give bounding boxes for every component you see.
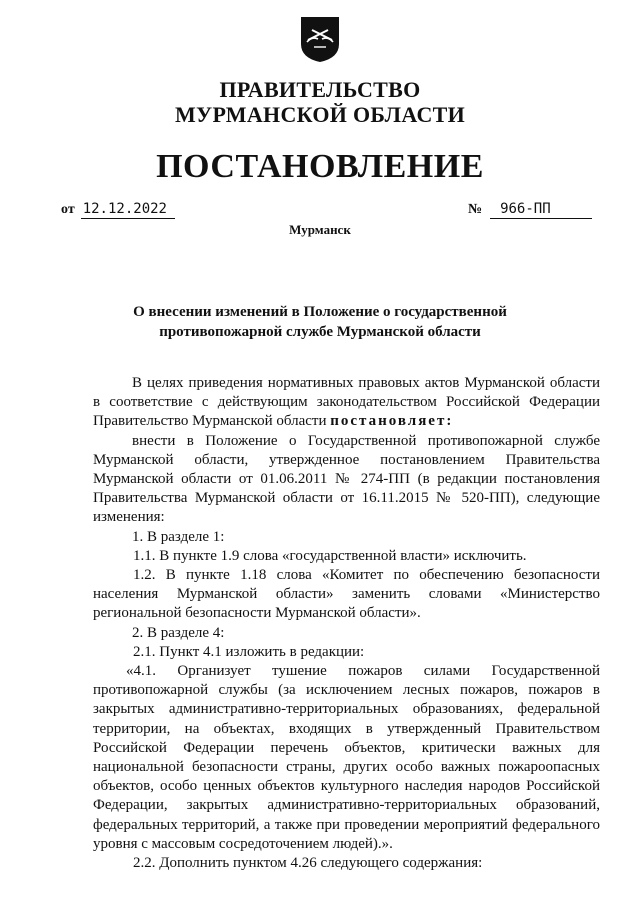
date-value: 12.12.2022 xyxy=(81,200,175,219)
document-type: ПОСТАНОВЛЕНИЕ xyxy=(156,148,484,185)
section-1: 1. В разделе 1: xyxy=(132,528,225,545)
number-field xyxy=(468,200,592,219)
document-body xyxy=(93,374,600,873)
document-title xyxy=(100,302,540,342)
intro-text: В целях приведения нормативных правовых актов Мурманской области в соответствие с действующим законодательством Российской Федерации Правительство Мурманской области xyxy=(93,375,600,430)
item-1-1: 1.1. В пункте 1.9 слова «государственной власти» исключить. xyxy=(133,547,527,564)
title-line-2: противопожарной службе Мурманской области xyxy=(159,324,481,340)
item-2-1: 2.1. Пункт 4.1 изложить в редакции: xyxy=(133,643,365,660)
resolves-keyword: постановляет: xyxy=(330,413,454,430)
date-label: от xyxy=(61,202,75,217)
item-1-2: 1.2. В пункте 1.18 слова «Комитет по обеспечению безопасности населения Мурманской области» заменить словами «Министерство региональной безопасности Мурманской области». xyxy=(93,567,600,622)
main-paragraph: внести в Положение о Государственной противопожарной службе Мурманской области, утвержденное постановлением Правительства Мурманской области от 01.06.2011 № 274-ПП (в редакции постановления Правительства Мурманской области от 16.11.2015 № 520-ПП), следующие изменения: xyxy=(93,432,600,526)
section-2: 2. В разделе 4: xyxy=(132,624,225,641)
item-2-2: 2.2. Дополнить пунктом 4.26 следующего содержания: xyxy=(133,855,483,872)
item-2-1-text: «4.1. Организует тушение пожаров силами Государственной противопожарной службы (за исключением лесных пожаров, пожаров в закрытых административно-территориальных образованиях, федеральной территории, на объектах, входящих в утвержденный Правительством Российской Федерации перечень объектов, критически важных для национальной безопасности страны, других особо важных пожароопасных объектов, особо ценных объектов культурного наследия народов Российской Федерации, закрытых административно-территориальных образований, федеральных территорий, а также при проведении мероприятий федерального уровня с массовым сосредоточением людей).». xyxy=(93,663,600,852)
title-line-1: О внесении изменений в Положение о государственной xyxy=(133,304,507,320)
intro-paragraph xyxy=(93,374,600,432)
coat-of-arms-icon xyxy=(298,14,342,64)
number-value: 966-ПП xyxy=(490,200,592,219)
organization-name: ПРАВИТЕЛЬСТВО xyxy=(219,77,421,102)
organization-region: МУРМАНСКОЙ ОБЛАСТИ xyxy=(174,102,466,127)
date-field xyxy=(61,200,175,219)
city: Мурманск xyxy=(289,222,351,237)
number-label: № xyxy=(468,202,483,217)
